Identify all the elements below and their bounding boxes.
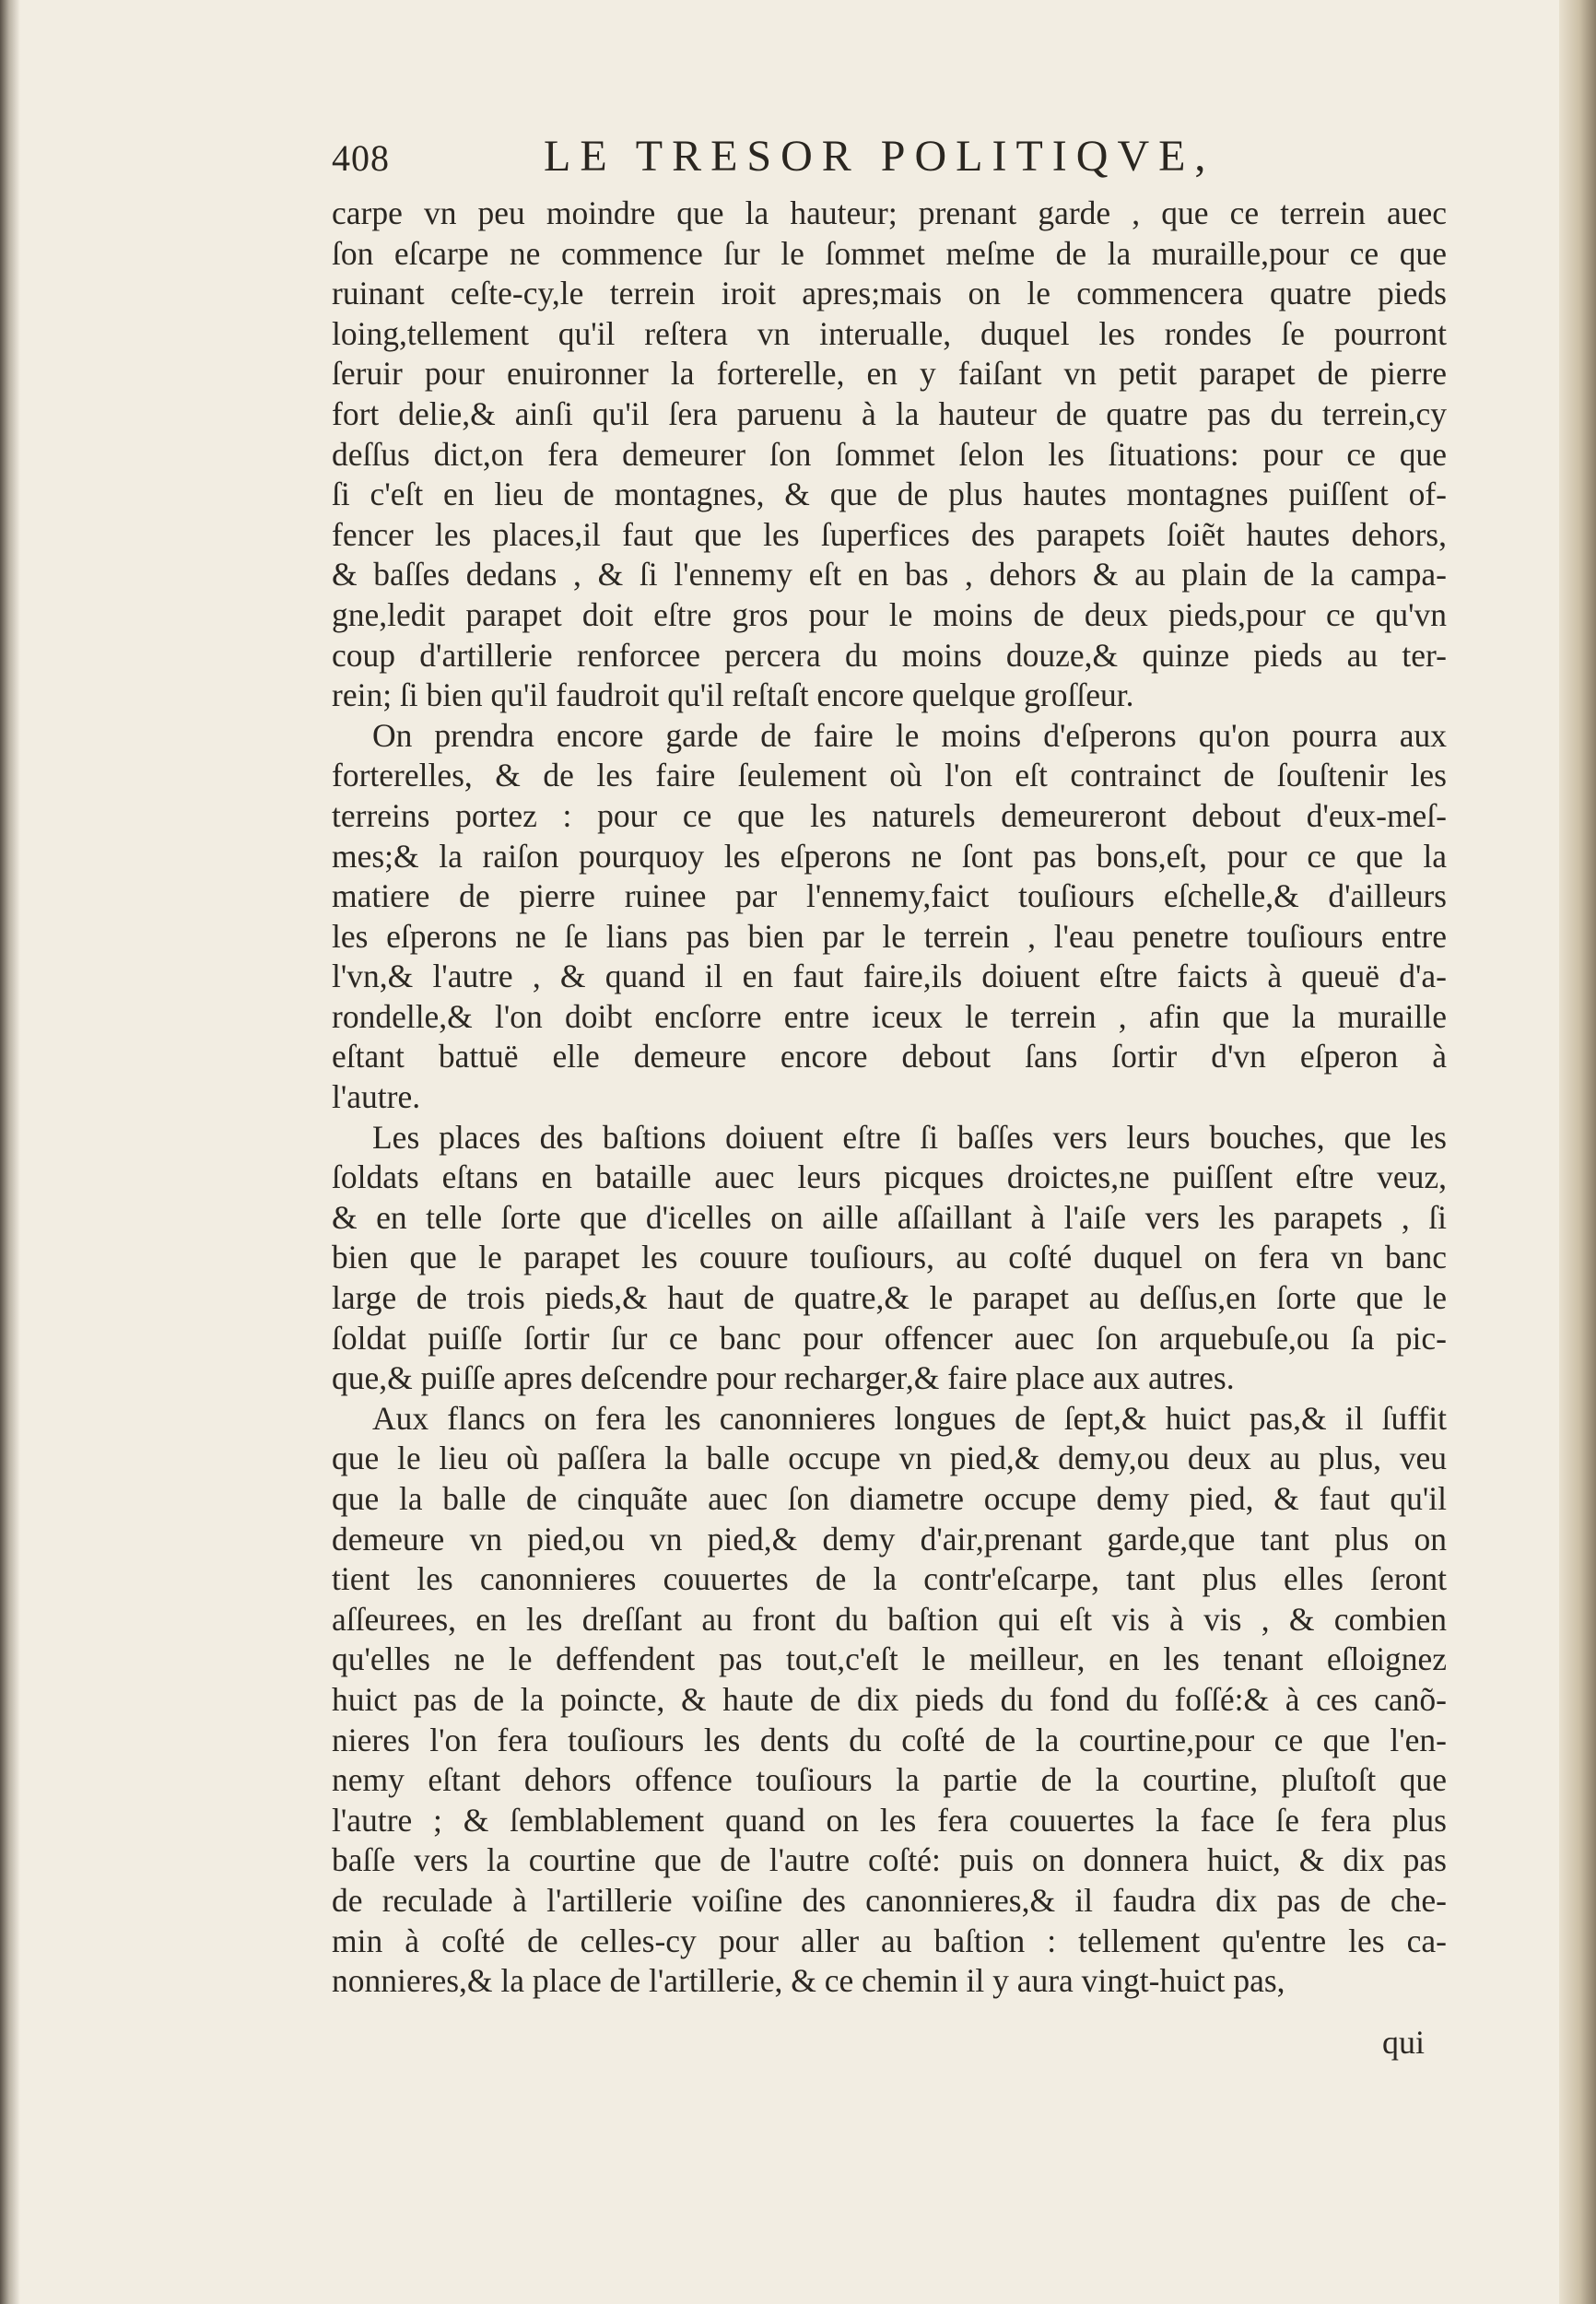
text-line: deſſus dict,on fera demeurer ſon ſommet ſelon les ſituations: pour ce que <box>332 435 1447 473</box>
text-line: demeure vn pied,ou vn pied,& demy d'air,prenant garde,que tant plus on <box>332 1520 1447 1558</box>
text-line: Aux flancs on fera les canonnieres longues de ſept,& huict pas,& il ſuffit <box>372 1399 1447 1437</box>
text-line: & en telle ſorte que d'icelles on aille aſſaillant à l'aiſe vers les parapets , ſi <box>332 1198 1447 1236</box>
body-text <box>332 194 1447 2064</box>
text-line: qu'elles ne le deffendent pas tout,c'eſt le meilleur, en les tenant eſloignez <box>332 1640 1447 1678</box>
text-line: terreins portez : pour ce que les naturels demeureront debout d'eux-meſ- <box>332 796 1447 834</box>
text-line: coup d'artillerie renforcee percera du moins douze,& quinze pieds au ter- <box>332 636 1447 674</box>
text-line: l'vn,& l'autre , & quand il en faut faire,ils doiuent eſtre faicts à queuë d'a- <box>332 958 1447 995</box>
text-line: eſtant battuë elle demeure encore debout ſans ſortir d'vn eſperon à <box>332 1038 1447 1076</box>
text-line: gne,ledit parapet doit eſtre gros pour le moins de deux pieds,pour ce qu'vn <box>332 595 1447 633</box>
text-line: ſeruir pour enuironner la forterelle, en y faiſant vn petit parapet de pierre <box>332 355 1447 393</box>
text-line: de reculade à l'artillerie voiſine des canonnieres,& il faudra dix pas de che- <box>332 1881 1447 1919</box>
text-line: forterelles, & de les faire ſeulement où l'on eſt contrainct de ſouſtenir les <box>332 757 1447 794</box>
paragraph <box>332 194 1447 716</box>
page-number: 408 <box>332 137 390 179</box>
text-line: ſi c'eſt en lieu de montagnes, & que de plus hautes montagnes puiſſent of- <box>332 476 1447 513</box>
text-line: rondelle,& l'on doibt encſorre entre iceux le terrein , afin que la muraille <box>332 997 1447 1035</box>
text-line: fort delie,& ainſi qu'il ſera paruenu à la hauteur de quatre pas du terrein,cy <box>332 394 1447 432</box>
text-line: fencer les places,il faut que les ſuperfices des parapets ſoiẽt hautes dehors, <box>332 515 1447 553</box>
text-line: ſoldat puiſſe ſortir ſur ce banc pour offencer auec ſon arquebuſe,ou ſa pic- <box>332 1319 1447 1357</box>
text-line: tient les canonnieres couuertes de la contr'eſcarpe, tant plus elles ſeront <box>332 1560 1447 1598</box>
text-line: ſon eſcarpe ne commence ſur le ſommet meſme de la muraille,pour ce que <box>332 234 1447 272</box>
page-header <box>332 120 1308 186</box>
text-line: l'autre ; & ſemblablement quand on les fera couuertes la face ſe fera plus <box>332 1801 1447 1839</box>
text-line: large de trois pieds,& haut de quatre,& le parapet au deſſus,en ſorte que le <box>332 1279 1447 1317</box>
paragraph <box>332 716 1447 1118</box>
text-line: que,& puiſſe apres deſcendre pour recharger,& faire place aux autres. <box>332 1359 1235 1397</box>
running-title: LE TRESOR POLITIQVE, <box>544 132 1215 181</box>
paragraph <box>332 1118 1447 1399</box>
text-line: que le lieu où paſſera la balle occupe vn pied,& demy,ou deux au plus, veu <box>332 1440 1447 1477</box>
text-line: matiere de pierre ruinee par l'ennemy,faict touſiours eſchelle,& d'ailleurs <box>332 877 1447 915</box>
text-line: aſſeurees, en les dreſſant au front du baſtion qui eſt vis à vis , & combien <box>332 1600 1447 1638</box>
text-line: carpe vn peu moindre que la hauteur; prenant garde , que ce terrein auec <box>332 194 1447 231</box>
text-line: bien que le parapet les couure touſiours, au coſté duquel on fera vn banc <box>332 1239 1447 1276</box>
text-line: & baſſes dedans , & ſi l'ennemy eſt en bas , dehors & au plain de la campa- <box>332 556 1447 594</box>
text-line: nemy eſtant dehors offence touſiours la partie de la courtine, pluſtoſt que <box>332 1761 1447 1799</box>
text-line: On prendra encore garde de faire le moins d'eſperons qu'on pourra aux <box>372 716 1447 754</box>
text-line: ruinant ceſte-cy,le terrein iroit apres;mais on le commencera quatre pieds <box>332 275 1447 312</box>
text-line: les eſperons ne ſe lians pas bien par le terrein , l'eau penetre touſiours entre <box>332 917 1447 955</box>
text-line: mes;& la raiſon pourquoy les eſperons ne ſont pas bons,eſt, pour ce que la <box>332 837 1447 875</box>
text-line: l'autre. <box>332 1078 421 1116</box>
text-line: loing,tellement qu'il reſtera vn interualle, duquel les rondes ſe pourront <box>332 314 1447 352</box>
page-edge-shadow <box>0 0 20 2304</box>
text-line: baſſe vers la courtine que de l'autre coſté: puis on donnera huict, & dix pas <box>332 1841 1447 1879</box>
text-line: nieres l'on fera touſiours les dents du coſté de la courtine,pour ce que l'en- <box>332 1721 1447 1758</box>
text-line: rein; ſi bien qu'il faudroit qu'il reſtaſt encore quelque groſſeur. <box>332 676 1134 714</box>
text-line: que la balle de cinquãte auec ſon diametre occupe demy pied, & faut qu'il <box>332 1480 1447 1517</box>
book-spine <box>1559 0 1596 2304</box>
text-line: huict pas de la poincte, & haute de dix pieds du fond du foſſé:& à ces canõ- <box>332 1680 1447 1718</box>
text-line: nonnieres,& la place de l'artillerie, & ce chemin il y aura vingt-huict pas, <box>332 1962 1285 2000</box>
catchword: qui <box>1382 2024 1426 2061</box>
text-line: ſoldats eſtans en bataille auec leurs picques droictes,ne puiſſent eſtre veuz, <box>332 1158 1447 1196</box>
text-line: min à coſté de celles-cy pour aller au baſtion : tellement qu'entre les ca- <box>332 1922 1447 1959</box>
paragraph <box>332 1399 1447 2002</box>
text-line: Les places des baſtions doiuent eſtre ſi baſſes vers leurs bouches, que les <box>372 1118 1447 1156</box>
